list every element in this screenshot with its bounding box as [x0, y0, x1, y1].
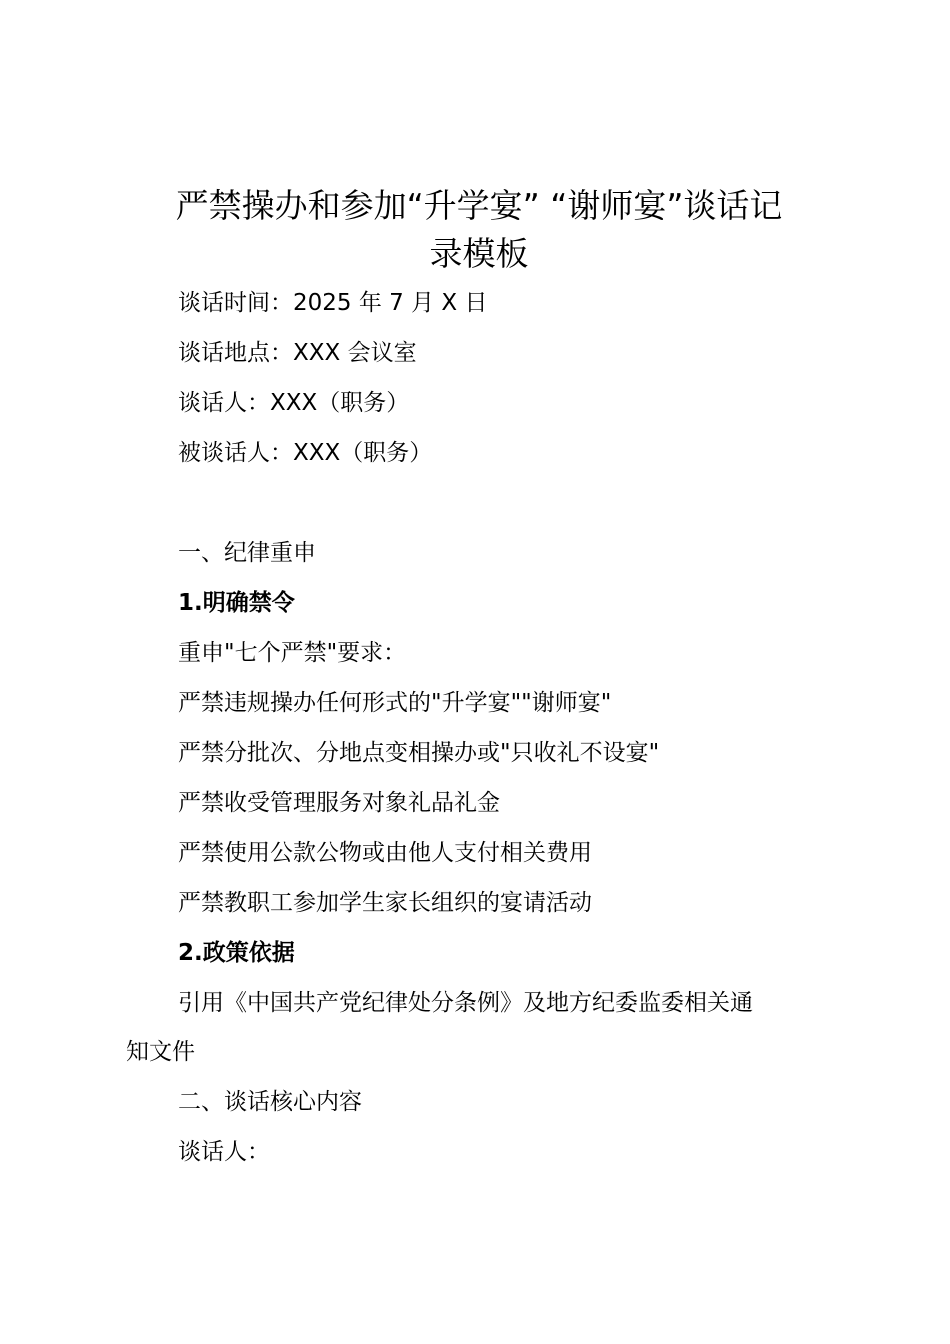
subsection-1-heading: 1.明确禁令	[178, 590, 295, 616]
meta-interviewer: 谈话人：XXX（职务）	[178, 390, 410, 416]
prohibition-item: 严禁教职工参加学生家长组织的宴请活动	[178, 890, 592, 916]
meta-interviewee: 被谈话人：XXX（职务）	[178, 440, 433, 466]
document-title-line-1: 严禁操办和参加“升学宴” “谢师宴”谈话记	[175, 186, 783, 225]
section-2-heading: 二、谈话核心内容	[178, 1089, 362, 1115]
prohibition-item: 严禁分批次、分地点变相操办或"只收礼不设宴"	[178, 740, 660, 766]
section-1-heading: 一、纪律重申	[178, 540, 316, 566]
policy-basis-text-line-2: 知文件	[126, 1039, 195, 1065]
prohibition-item: 严禁使用公款公物或由他人支付相关费用	[178, 840, 592, 866]
speaker-label: 谈话人：	[178, 1139, 270, 1165]
prohibition-item: 严禁违规操办任何形式的"升学宴""谢师宴"	[178, 690, 612, 716]
meta-time: 谈话时间：2025 年 7 月 X 日	[178, 290, 488, 316]
subsection-2-heading: 2.政策依据	[178, 940, 295, 966]
subsection-1-intro: 重申"七个严禁"要求：	[178, 640, 407, 666]
policy-basis-text-line-1: 引用《中国共产党纪律处分条例》及地方纪委监委相关通	[178, 990, 753, 1016]
document-title-line-2: 录模板	[429, 234, 529, 273]
meta-place: 谈话地点：XXX 会议室	[178, 340, 417, 366]
prohibition-item: 严禁收受管理服务对象礼品礼金	[178, 790, 500, 816]
